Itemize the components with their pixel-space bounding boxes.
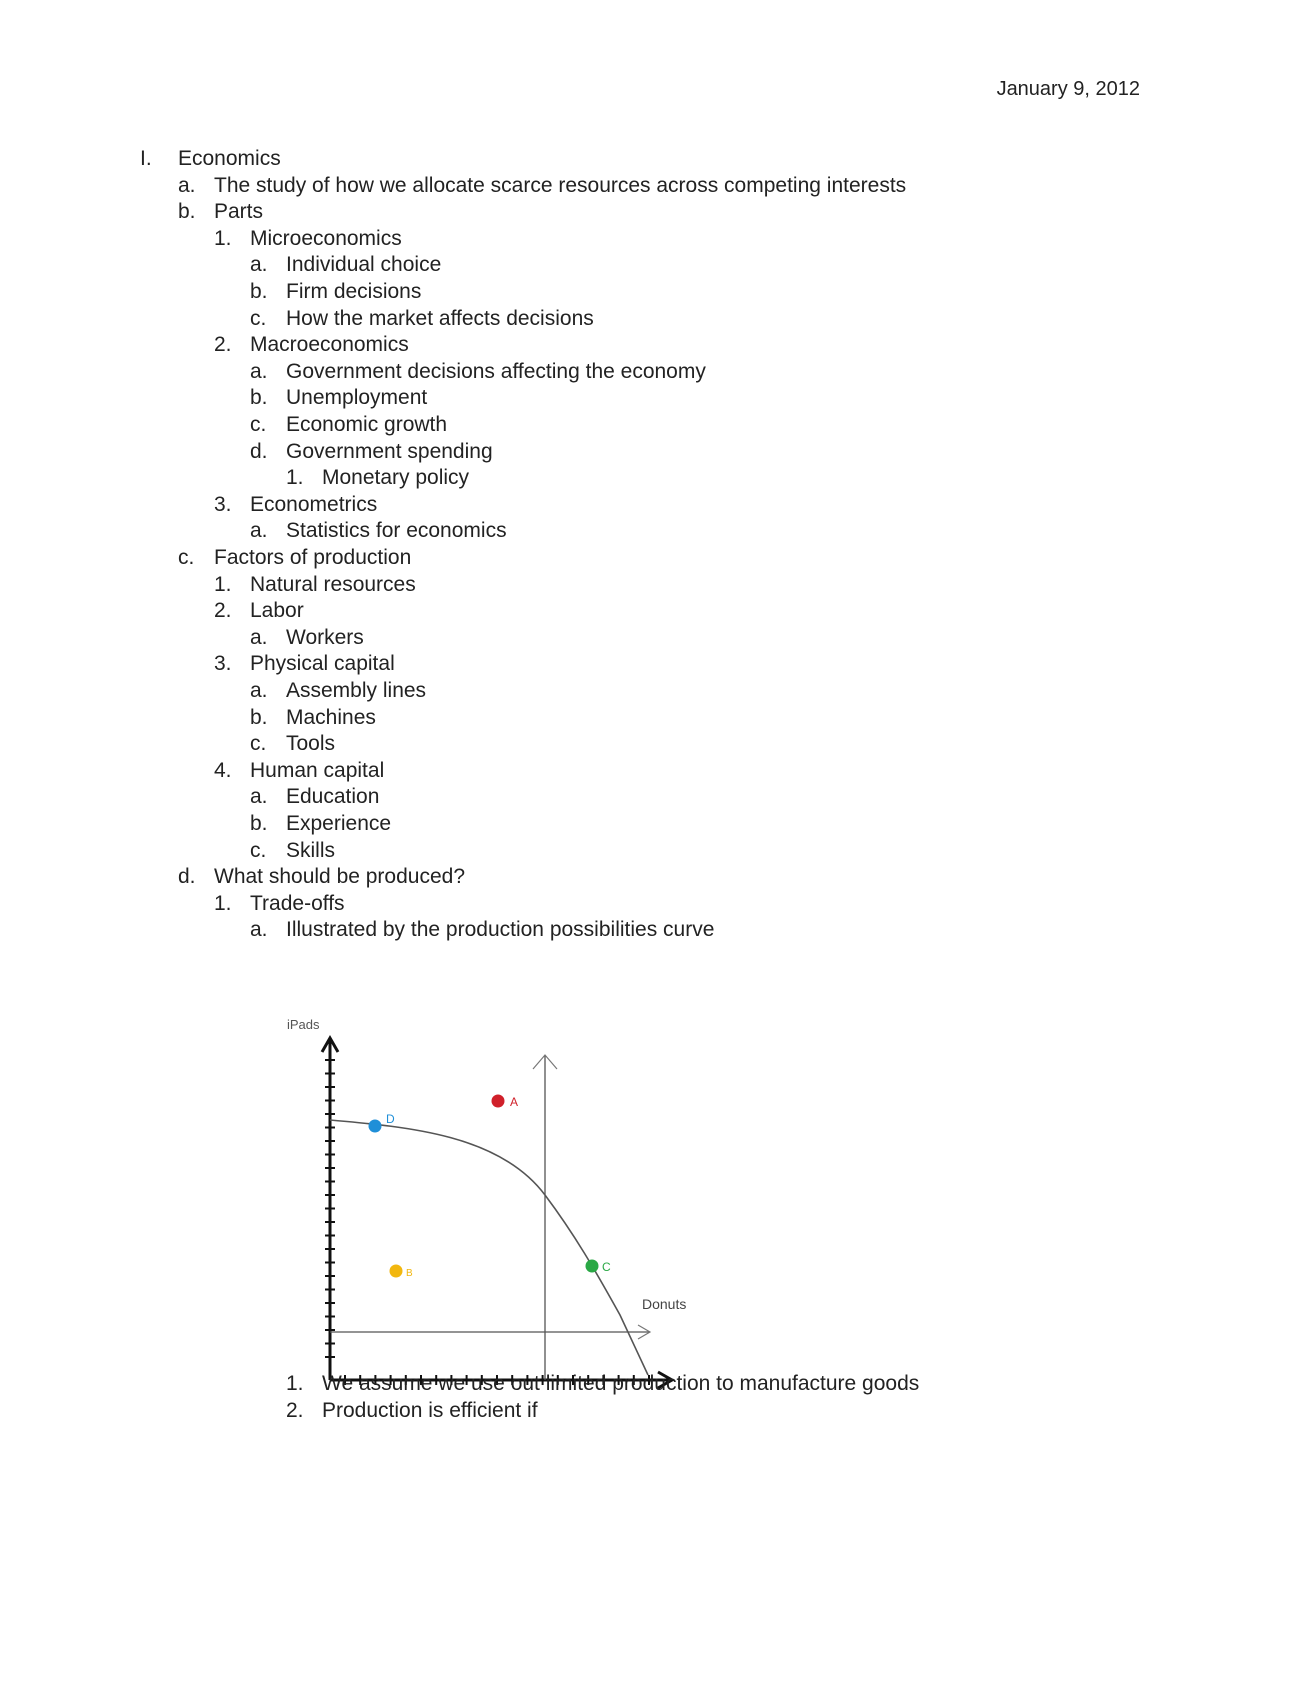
point-c (586, 1260, 599, 1273)
outline-text: We assume we use out limited production to manufacture goods (322, 1372, 920, 1395)
outline-text: Education (286, 785, 380, 809)
outline-marker: b. (250, 705, 268, 729)
outline-marker: b. (178, 200, 196, 224)
outline-marker: c. (250, 306, 267, 330)
outline-marker: 1. (214, 572, 232, 596)
outline-text: Macroeconomics (250, 333, 409, 357)
axis-ticks (325, 1060, 649, 1385)
outline-marker: c. (250, 413, 267, 436)
y-axis-label: iPads (287, 1017, 320, 1032)
outline-marker: 2. (286, 1398, 304, 1422)
outline-text: The study of how we allocate scarce resources across competing interests (214, 173, 907, 197)
outline-marker: 1. (214, 226, 232, 250)
outline-text: How the market affects decisions (286, 306, 594, 330)
outline-marker: a. (250, 359, 268, 383)
outline-text: Assembly lines (286, 679, 427, 702)
outline-marker: d. (178, 865, 196, 889)
outline-text: Production is efficient if (322, 1398, 538, 1422)
outline-marker: 3. (214, 492, 232, 516)
point-d (369, 1120, 382, 1133)
outline-marker: a. (250, 253, 268, 277)
outline-marker: b. (250, 386, 268, 410)
outline-text: Experience (286, 812, 392, 835)
outline-marker: b. (250, 812, 268, 835)
outline-text: Government spending (286, 439, 493, 463)
outline-text: Factors of production (214, 546, 412, 569)
outline-marker: 1. (286, 466, 304, 490)
outline-text: Government decisions affecting the economy (286, 359, 706, 383)
point-d-label: D (386, 1112, 395, 1126)
outline-text: Individual choice (286, 253, 442, 277)
point-c-label: C (602, 1260, 611, 1274)
outline-marker: 1. (286, 1372, 304, 1395)
outline-marker: b. (250, 280, 268, 303)
outline-text: Workers (286, 625, 364, 649)
outline-text: Unemployment (286, 386, 428, 410)
outline-text: Physical capital (250, 652, 395, 676)
outline-text: Skills (286, 838, 336, 862)
outline-marker: c. (178, 546, 195, 569)
outline-text: Statistics for economics (286, 519, 507, 543)
outline-text: Tools (286, 732, 336, 756)
outline-marker: a. (250, 785, 268, 809)
outline-marker: d. (250, 439, 268, 463)
outline-text: Illustrated by the production possibilities curve (286, 918, 715, 942)
outline-text: Econometrics (250, 492, 378, 516)
outline-text: Economic growth (286, 413, 448, 436)
outline-text: Labor (250, 599, 304, 623)
point-b (390, 1265, 403, 1278)
ppc-curve (330, 1120, 648, 1375)
outline-text: Parts (214, 200, 264, 224)
outline-text: Trade-offs (250, 891, 345, 915)
outline-marker: a. (250, 679, 268, 702)
outline-text: Human capital (250, 758, 385, 782)
point-a-label: A (510, 1095, 519, 1109)
outline-text: Microeconomics (250, 226, 402, 250)
outline-marker: a. (250, 519, 268, 543)
outline-marker: a. (250, 918, 268, 942)
outline-text: Economics (178, 147, 281, 170)
outline-marker: 2. (214, 599, 232, 623)
point-b-label: B (406, 1268, 413, 1279)
outline-marker: I. (140, 147, 152, 170)
outline-text: Natural resources (250, 572, 416, 596)
point-a (492, 1095, 505, 1108)
outline-marker: c. (250, 838, 267, 862)
outline-marker: 4. (214, 758, 232, 782)
outline-marker: a. (178, 173, 196, 197)
outline-marker: a. (250, 625, 268, 649)
outline-marker: 1. (214, 891, 232, 915)
outline-marker: c. (250, 732, 267, 756)
outline-text: Machines (286, 705, 376, 729)
outline-text: What should be produced? (214, 865, 466, 889)
outline-marker: 2. (214, 333, 232, 357)
outline-text: Monetary policy (322, 466, 470, 490)
document-date: January 9, 2012 (996, 78, 1140, 100)
outline-text: Firm decisions (286, 280, 422, 303)
x-axis-label: Donuts (642, 1296, 687, 1312)
outline-marker: 3. (214, 652, 232, 676)
